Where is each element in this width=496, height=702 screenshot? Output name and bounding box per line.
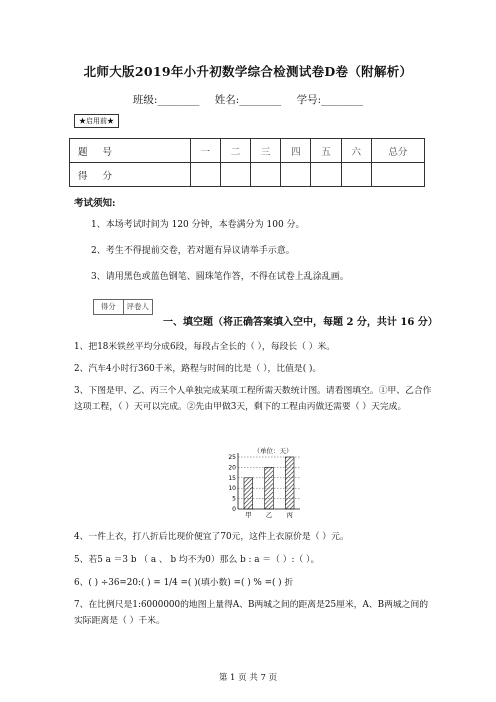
y-tick-label: 5: [232, 495, 236, 503]
x-tick-label: 丙: [286, 511, 293, 519]
question-4: 4、一件上衣，打八折后比现价便宜了70元，这件上衣原价是（ ）元。: [74, 532, 349, 542]
y-tick-label: 0: [232, 506, 236, 513]
name-field: 姓名:________: [214, 94, 282, 106]
score-table: [69, 138, 425, 187]
x-tick-label: 甲: [245, 511, 252, 519]
score-input-cell: [190, 163, 220, 187]
chart-title: （单位：天）: [253, 447, 293, 455]
question-2: 2、汽车4小时行360千米，路程与时间的比是（ ），比值是( )。: [74, 364, 322, 374]
grader-person-label: 评卷人: [123, 300, 153, 314]
class-field: 班级:________: [132, 94, 200, 106]
student-info: [0, 92, 496, 107]
question-6: 6、( ) ÷36=20:( ) = 1/4 =( )(填小数) =( ) % =( ) 折: [74, 578, 294, 588]
question-5: 5、若5 a ＝3 b （ a 、 b 均不为0）那么 b : a ＝（ ）:（ ）。: [74, 555, 320, 565]
secret-badge: ★启用前★: [74, 114, 119, 128]
score-input-cell: [371, 163, 424, 187]
score-input-cell: [341, 163, 371, 187]
question-7: 7、在比例尺是1:6000000的地图上量得A、B两城之间的距离是25厘米，A、B两城之间的实际距离是（ ）千米。: [74, 600, 429, 626]
y-tick-label: 15: [228, 474, 236, 482]
bar-chart: [222, 445, 304, 523]
question-1: 1、把18米铁丝平均分成6段，每段占全长的（ ），每段长（ ）米。: [74, 342, 336, 352]
grader-box: [93, 299, 153, 315]
y-tick-label: 25: [228, 454, 236, 461]
score-cell: 六: [341, 139, 371, 163]
score-input-cell: [251, 163, 281, 187]
score-table-header-row: [70, 139, 425, 163]
grader-score-label: 得分: [100, 302, 116, 311]
bar: [244, 478, 253, 509]
student-id-field: 学号:________: [296, 94, 364, 106]
note-item: 3、请用黑色或蓝色钢笔、圆珠笔作答，不得在试卷上乱涂乱画。: [91, 272, 349, 282]
score-cell: 二: [220, 139, 250, 163]
score-cell: 总分: [371, 139, 424, 163]
note-item: 1、本场考试时间为 120 分钟，本卷满分为 100 分。: [91, 220, 305, 230]
section-heading: 一、填空题（将正确答案填入空中，每题 2 分，共计 16 分）: [163, 317, 438, 328]
score-input-cell: [281, 163, 311, 187]
score-cell: 一: [190, 139, 220, 163]
score-table-score-row: [70, 163, 425, 187]
score-input-cell: [220, 163, 250, 187]
bar: [265, 467, 274, 509]
note-item: 2、考生不得提前交卷，若对题有异议请举手示意。: [91, 246, 295, 256]
x-tick-label: 乙: [265, 511, 273, 519]
score-cell: 题 号: [70, 139, 191, 163]
score-cell: 五: [311, 139, 341, 163]
score-cell: 三: [251, 139, 281, 163]
score-cell: 得 分: [70, 163, 191, 187]
score-input-cell: [311, 163, 341, 187]
y-tick-label: 20: [228, 464, 236, 472]
question-3: 3、下图是甲、乙、丙三个人单独完成某项工程所需天数统计图。请看图填空。①甲、乙合作这项工程，（ ）天可以完成。②先由甲做3天，剩下的工程由丙做还需要（ ）天完成。: [74, 386, 432, 412]
page-footer: 第 1 页 共 7 页: [218, 673, 278, 683]
page-title: 北师大版2019年小升初数学综合检测试卷D卷（附解析）: [83, 64, 413, 79]
bar: [285, 457, 294, 509]
y-tick-label: 10: [228, 485, 236, 493]
score-cell: 四: [281, 139, 311, 163]
notes-heading: 考试须知:: [74, 198, 116, 209]
